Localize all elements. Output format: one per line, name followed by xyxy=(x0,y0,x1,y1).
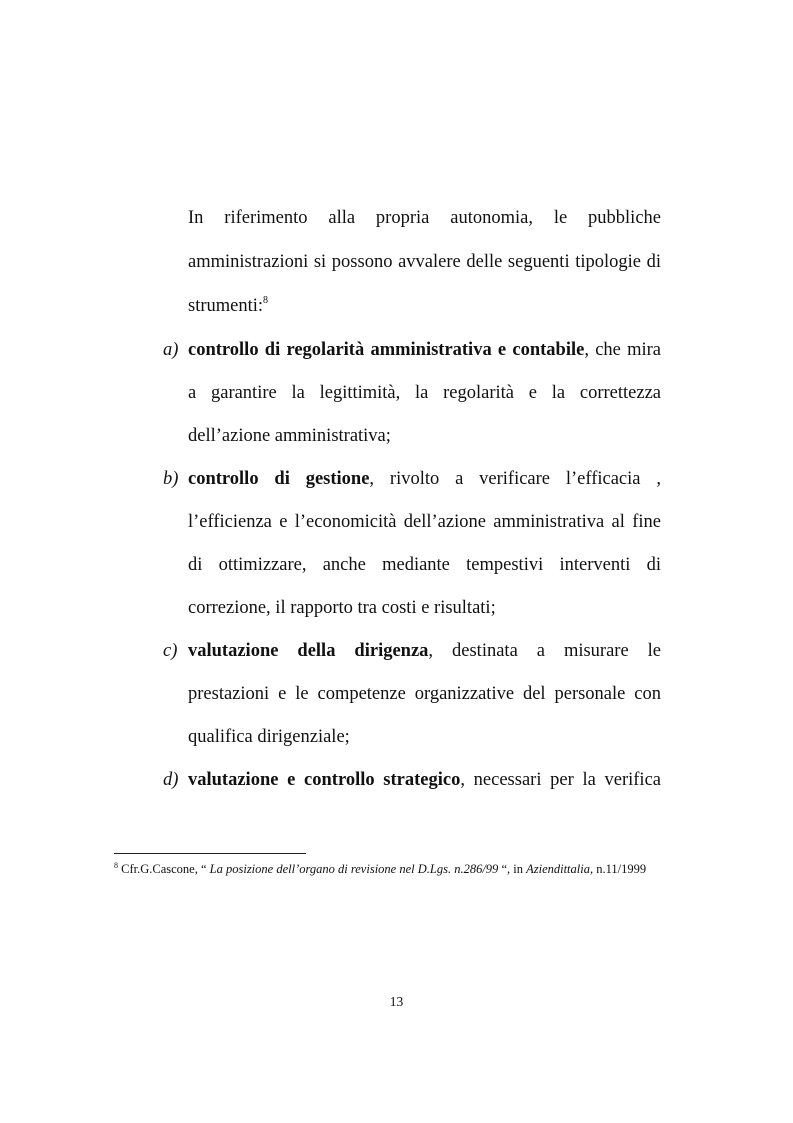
item-d-line-1 xyxy=(188,768,661,792)
footnote-reference: 8 xyxy=(263,295,269,306)
item-c-line-3: qualifica dirigenziale; xyxy=(188,727,350,747)
footnote-journal: Aziendittalia, xyxy=(526,862,594,876)
item-d-heading: valutazione e controllo strategico xyxy=(188,770,461,790)
page-number: 13 xyxy=(389,994,404,1009)
item-b-line-1 xyxy=(188,467,661,491)
item-b-rest: , rivolto a verificare l’efficacia , xyxy=(369,469,661,489)
item-b-line-3: di ottimizzare, anche mediante tempestivi interventi di xyxy=(188,555,661,575)
footnote-number: 8 xyxy=(114,861,118,870)
item-c-line-2: prestazioni e le competenze organizzative del personale con xyxy=(188,684,661,704)
footnote-suffix: n.11/1999 xyxy=(593,862,647,876)
intro-line-3 xyxy=(188,294,661,318)
item-d-label: d) xyxy=(163,770,179,790)
item-a-line-2: a garantire la legittimità, la regolarità e la correttezza xyxy=(188,383,661,403)
footnote-middle: “, in xyxy=(498,862,527,876)
item-c-rest: , destinata a misurare le xyxy=(428,641,661,661)
item-a-heading: controllo di regolarità amministrativa e contabile xyxy=(188,340,585,360)
item-a-line-3: dell’azione amministrativa; xyxy=(188,426,391,446)
item-c-label: c) xyxy=(163,641,178,661)
item-a-line-1 xyxy=(188,338,661,362)
item-b-label: b) xyxy=(163,469,179,489)
intro-line-1: In riferimento alla propria autonomia, le pubbliche xyxy=(188,208,661,228)
item-d-rest: , necessari per la verifica xyxy=(460,770,661,790)
intro-line-3-text: strumenti: xyxy=(188,296,264,316)
item-b-line-2: l’efficienza e l’economicità dell’azione amministrativa al fine xyxy=(188,512,661,532)
footnote-title: La posizione dell’organo di revisione nel D.Lgs. n.286/99 xyxy=(209,862,499,876)
footnote-prefix: Cfr.G.Cascone, “ xyxy=(121,862,210,876)
item-c-heading: valutazione della dirigenza xyxy=(188,641,429,661)
item-b-heading: controllo di gestione xyxy=(188,469,370,489)
item-a-rest: , che mira xyxy=(584,340,661,360)
footnote-separator xyxy=(114,853,306,854)
item-b-line-4: correzione, il rapporto tra costi e risultati; xyxy=(188,598,496,618)
footnote xyxy=(114,860,714,878)
item-c-line-1 xyxy=(188,639,661,663)
item-a-label: a) xyxy=(163,340,179,360)
intro-line-2: amministrazioni si possono avvalere delle seguenti tipologie di xyxy=(188,252,661,272)
